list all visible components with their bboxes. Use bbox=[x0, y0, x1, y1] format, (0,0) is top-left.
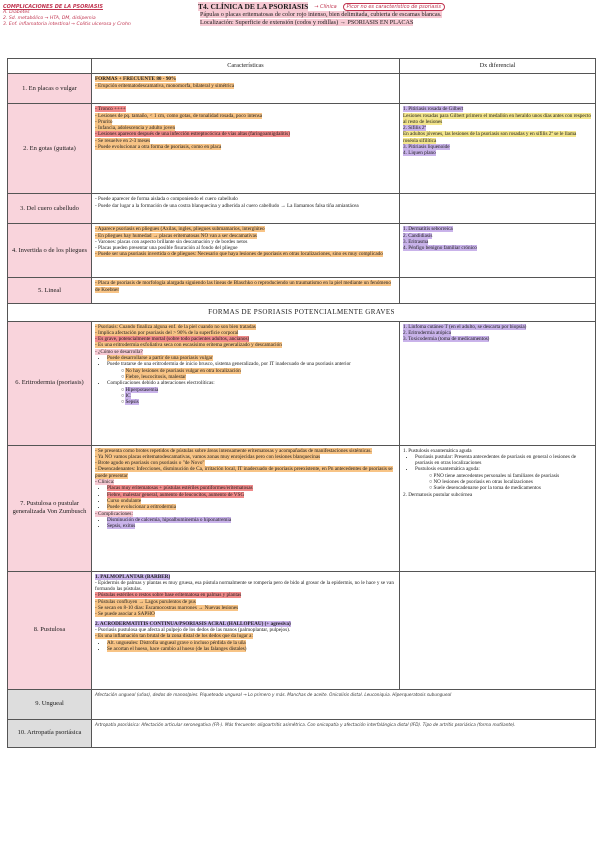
row-content: - Placa de psoriasis de morfología alargada siguiendo las líneas de Blaschko o reproduciendo un traumatismo en la piel mediante un fenómeno de Koebner bbox=[92, 278, 400, 304]
header-description: Pápulas o placas eritematosas de color rojo intenso, bien delimitada, cubierta de escamas blancas. bbox=[200, 11, 442, 18]
picor-note: Picor no es característico de psoriasis bbox=[343, 3, 445, 11]
row-content: - Aparece psoriasis en pliegues (Axilas, ingles, pliegues submamarios, interglúteo - En pliegues hay humedad → placas eritematosas NO van a ser descamativas - Varones: placas con aspecto brillante sin descamación y de bordes netos - Placas pueden presentar una posible fisuración al fondo del pliegue - Puede ser una psoriasis invertida o de pliegues: Necesario que haya lesiones de psoriasis en otras localizaciones, sino es muy complicado bbox=[92, 224, 400, 278]
row-label-artropatia: 10. Artropatía psoriásica bbox=[8, 719, 92, 747]
row-label-lineal: 5. Lineal bbox=[8, 278, 92, 304]
handwritten-notes bbox=[3, 4, 188, 28]
col-header-differential: Dx diferencial bbox=[400, 59, 596, 74]
row-content: - Psoriasis: Cuando finaliza alguna enf. de la piel cuando no son bien tratadas - Implica afectación por psoriasis del > 90% de la superficie corporal - Es grave, potencialmente mortal (sobre todo pacientes adultos, ancianos) - Es una eritrodermia exfoliativa seca con escasísimo eritema generalizado y descamación - ¿Cómo se desarrolla? • Puede desarrollarse a partir de una psoriasis vulgar • Puede tratarse de una eritrodermia de inicio brusco, sistema generalizado, por IT inadecuado de una psoriasis anterior ○ No hay lesiones de psoriasis vulgar en otra localización ○ Fiebre, leucocitosis, malestar • Complicaciones debido a alteraciones electrolíticas: ○ Hiperpotasemia ○ IC ○ Sepsis bbox=[92, 321, 400, 445]
row-content: - Se presenta como brotes repetidos de pústulas sobre áreas intensamente eritematosas y acompañadas de manifestaciones sistémicas. - Ya NO vamos placas eritematodescamativas, vamos zonas muy enrojecidas pero con lesiones blanquecinas - Brote agudo en psoriasis con psoriasis o "de Novo" - Desencadenantes: Infecciones, disminución de Ca, irritación local, IT inadecuado de psoriasis preexistente, en Pn antecedentes de psoriasis se puede presentar - Clínica: • Placas muy eritematosas + pústulas estériles puntiformes/eritematosas • Fiebre, malestar general, aumento de leucocitos, aumento de VSG • Curso ondulante • Puede evolucionar a eritrodermia - Complicaciones: • Disminución de calcemia, hipoalbuminemia o hiponatremia • Sepsis, exitus bbox=[92, 445, 400, 571]
section-graves-title: FORMAS DE PSORIASIS POTENCIALMENTE GRAVES bbox=[8, 304, 596, 321]
ungueal-notes: Afectación ungueal (uñas), dedos de manos/pies. Piqueteado ungueal → Lo primero y más. Manchas de aceite. Onicolisis distal. Leuconiquia. Hiperqueratosis subungueal bbox=[92, 689, 596, 719]
col-header-characteristics: Características bbox=[92, 59, 400, 74]
page-title: T4. CLÍNICA DE LA PSORIASIS bbox=[198, 2, 309, 11]
header-localization: Localización: Superficie de extensión (codos y rodillas) → PSORIASIS EN PLACAS bbox=[200, 19, 414, 26]
row-dx bbox=[400, 194, 596, 224]
row-dx bbox=[400, 571, 596, 689]
row-dx: 1. Linfoma cutáneo T (en el adulto, se descarta por biopsia) 2. Eritrodermia atópica 3. Toxicodermia (toma de medicamentos) bbox=[400, 321, 596, 445]
row-label-pustulosa: 8. Pustulosa bbox=[8, 571, 92, 689]
row-content: - Tronco ++++ - Lesiones de pq. tamaño, < 1 cm, como gotas, de tonalidad rosada, poco intensa - Prurito - Infancia, adolescencia y adulto joven - Lesiones aparecen después de una infección estreptocócica de vías altas (faringoamigdalitis) - Se resuelve en 2-3 meses - Puede evolucionar a otra forma de psoriasis, como en placa bbox=[92, 104, 400, 194]
row-dx bbox=[400, 278, 596, 304]
clinical-table bbox=[7, 58, 596, 748]
row-label-pustulosa-generalizada: 7. Pustulosa o pustular generalizada Von Zumbusch bbox=[8, 445, 92, 571]
row-label-gotas: 2. En gotas (guttata) bbox=[8, 104, 92, 194]
corner-cell bbox=[8, 59, 92, 74]
row-label-eritrodermia: 6. Eritrodermia (psoriasis) bbox=[8, 321, 92, 445]
row-label-placas: 1. En placas o vulgar bbox=[8, 74, 92, 104]
row-dx bbox=[400, 74, 596, 104]
row-label-cuero-cabelludo: 3. Del cuero cabelludo bbox=[8, 194, 92, 224]
note-line-2: 2. Sd. metabólico → HTA, DM, dislipemia bbox=[3, 16, 96, 21]
note-line-1: A. Diabetes bbox=[3, 10, 30, 15]
row-content: - Puede aparecer de forma aislada o componiendo el cuero cabelludo - Puede dar lugar a la formación de una costra blanquecina y adherida al cuero cabelludo → La llamamos falsa tiña amiantácea bbox=[92, 194, 400, 224]
note-line-3: 3. Enf. inflamatoria intestinal → Colitis ulcerosa y Crohn bbox=[3, 22, 131, 27]
row-label-invertida: 4. Invertida o de los pliegues bbox=[8, 224, 92, 278]
row-label-ungueal: 9. Ungueal bbox=[8, 689, 92, 719]
row-dx: 1. Pitiriasis rosada de Gilbert Lesiones rosadas para Gilbert primero el medallón en heraldo unos días antes con respecto al resto de lesiones 2. Sífilis 2ª En adultos jóvenes, las lesiones de la psoriasis son rosadas y en sífilis 2ª se le llama roséola sifilítica 3. Pitiriasis liquenoide 4. Liquen plano bbox=[400, 104, 596, 194]
title-annotation: → Clínica bbox=[314, 3, 337, 10]
note-title: COMPLICACIONES DE LA PSORIASIS bbox=[3, 4, 103, 10]
row-content: 1. PALMOPLANTAR (BARBER) - Epidermis de palmas y plantas es muy gruesa, esa pústula normalmente se rompería pero de bido al grosor de la epidermis, no le hace y se van formando las pústulas. - Pústulas estériles o restos sobre base eritematosa en palmas y plantas - Pústulas confluyen → Lagos purulentos de pus - Se secan en 8-10 días: Escamocostras marrones → Nuevas lesiones - Se puede asociar a SAPHO 2. ACRODERMATITIS CONTINUA/PSORIASIS ACRAL (HALLOPEAU) (+ agresiva) - Psoriasis pustulosa que afecta al pulpejo de los dedos de las manos (palmoplantar, pulpejos). - Es una inflamación tan brutal de la zona distal de los dedos que da lugar a: • Alt. ungueales: Distrofia ungueal grave o incluso pérdida de la uña • Se acortan el hueso, hace cambio al hueso (de las falanges distales) bbox=[92, 571, 400, 689]
artropatia-notes: Artropatía psoriásica: Afectación articular seronegativa (FR-). Más frecuente: oligoartritis asimétrica. Con onicopatía y afectación interfalángica distal (IFD). Tipo de artritis psoriásica (forma mutilante). bbox=[92, 719, 596, 747]
row-dx: 1. Pustulosis exantemática aguda • Psoriasis pustular: Presenta antecedentes de psoriasis en general o lesiones de psoriasis en otras localizaciones • Pustulosis exantemática aguda: ○ PNO tiene antecedentes personales ni familiares de psoriasis ○ NO lesiones de psoriasis en otras localizaciones ○ Suele desencadenarse por la toma de medicamentos 2. Dermatosis pustular subcórnea bbox=[400, 445, 596, 571]
row-dx: 1. Dermatitis seborreica 2. Candidiasis 3. Eritrasma 4. Pénfigo benigno familiar crónico bbox=[400, 224, 596, 278]
page-header bbox=[198, 2, 594, 27]
row-content: FORMAS + FRECUENTE 80 - 90% - Erupción eritematodescamativa, monomorfa, bilateral y simétrica bbox=[92, 74, 400, 104]
